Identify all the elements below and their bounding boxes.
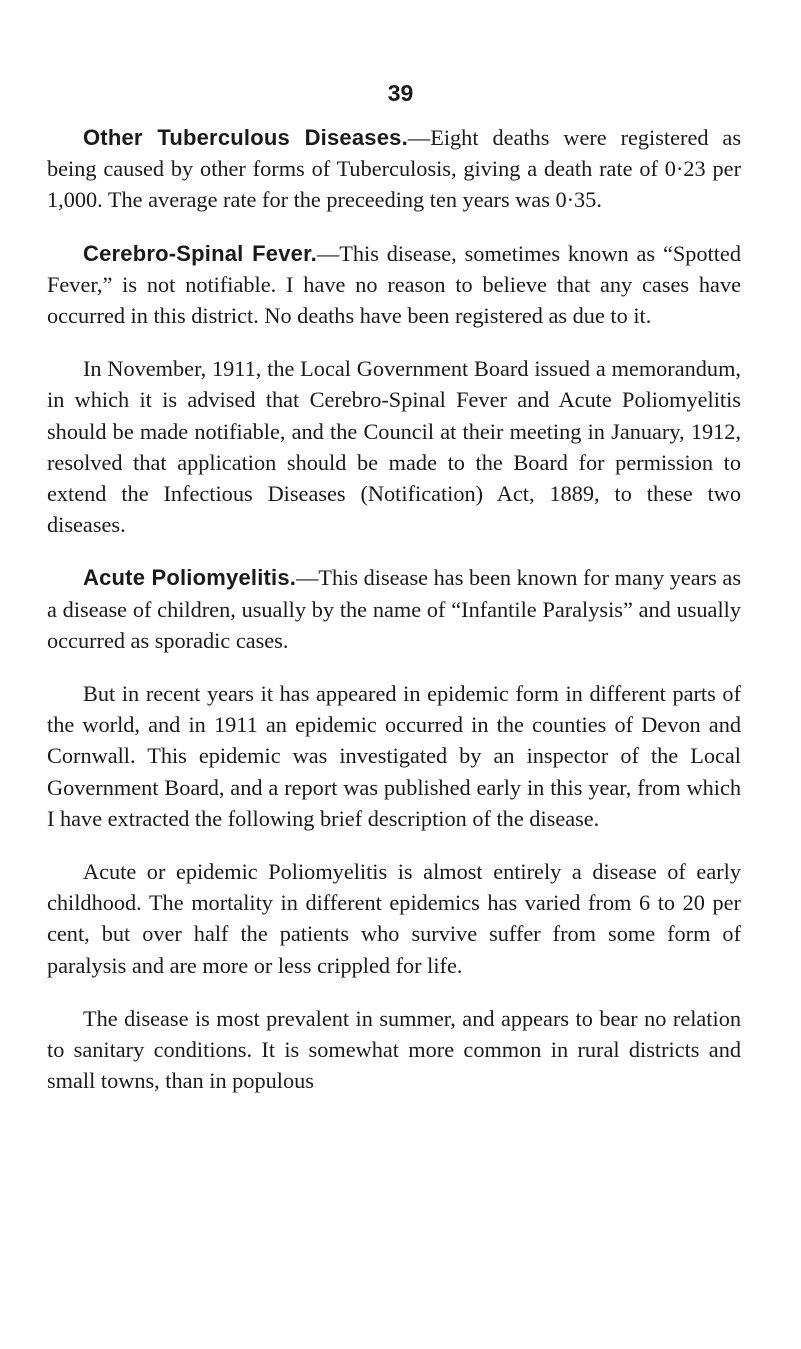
paragraph-text: The disease is most prevalent in summer, and appears to bear no relation to sanitary conditions. It is somewhat more common in rural districts and small towns, than in populous (47, 1005, 741, 1094)
paragraph-mortality (47, 856, 741, 981)
paragraph-text: Acute or epidemic Poliomyelitis is almost entirely a disease of early childhood. The mortality in different epidemics has varied from 6 to 20 per cent, but over half the patients who survive suffer from some form of paralysis and are more or less crippled for life. (47, 859, 741, 978)
paragraph-text: —This disease, sometimes known as “Spotted Fever,” is not notifiable. I have no reason to believe that any cases have occurred in this district. No deaths have been registered as due to it. (47, 240, 741, 329)
paragraph-prevalence (47, 1003, 741, 1097)
paragraph-text: —Eight deaths were registered as being caused by other forms of Tuberculosis, giving a death rate of 0·23 per 1,000. The average rate for the preceeding ten years was 0·35. (47, 125, 741, 213)
paragraph-text: But in recent years it has appeared in epidemic form in different parts of the world, and in 1911 an epidemic occurred in the counties of Devon and Cornwall. This epidemic was investigated by an inspector of the Local Government Board, and a report was published early in this year, from which I have extracted the following brief description of the disease. (47, 681, 741, 831)
paragraph-other-tuberculous-diseases (47, 122, 741, 216)
paragraph-memorandum (47, 353, 741, 540)
paragraph-acute-poliomyelitis (47, 562, 741, 656)
body-text (47, 122, 741, 1096)
paragraph-text: In November, 1911, the Local Government Board issued a memorandum, in which it is advised that Cerebro-Spinal Fever and Acute Poliomyelitis should be made notifiable, and the Council at their meeting in January, 1912, resolved that application should be made to the Board for permission to extend the Infectious Diseases (Notification) Act, 1889, to these two diseases. (47, 356, 741, 538)
section-heading: Cerebro-Spinal Fever. (83, 240, 317, 266)
page-number: 39 (387, 80, 414, 106)
paragraph-text: —This disease has been known for many years as a disease of children, usually by the name of “Infantile Paralysis” and usually occurred as sporadic cases. (47, 565, 741, 653)
section-heading: Acute Poliomyelitis. (83, 565, 297, 591)
paragraph-cerebro-spinal-fever (47, 238, 741, 332)
paragraph-epidemic-form (47, 678, 741, 834)
section-heading: Other Tuberculous Diseases. (83, 125, 408, 150)
